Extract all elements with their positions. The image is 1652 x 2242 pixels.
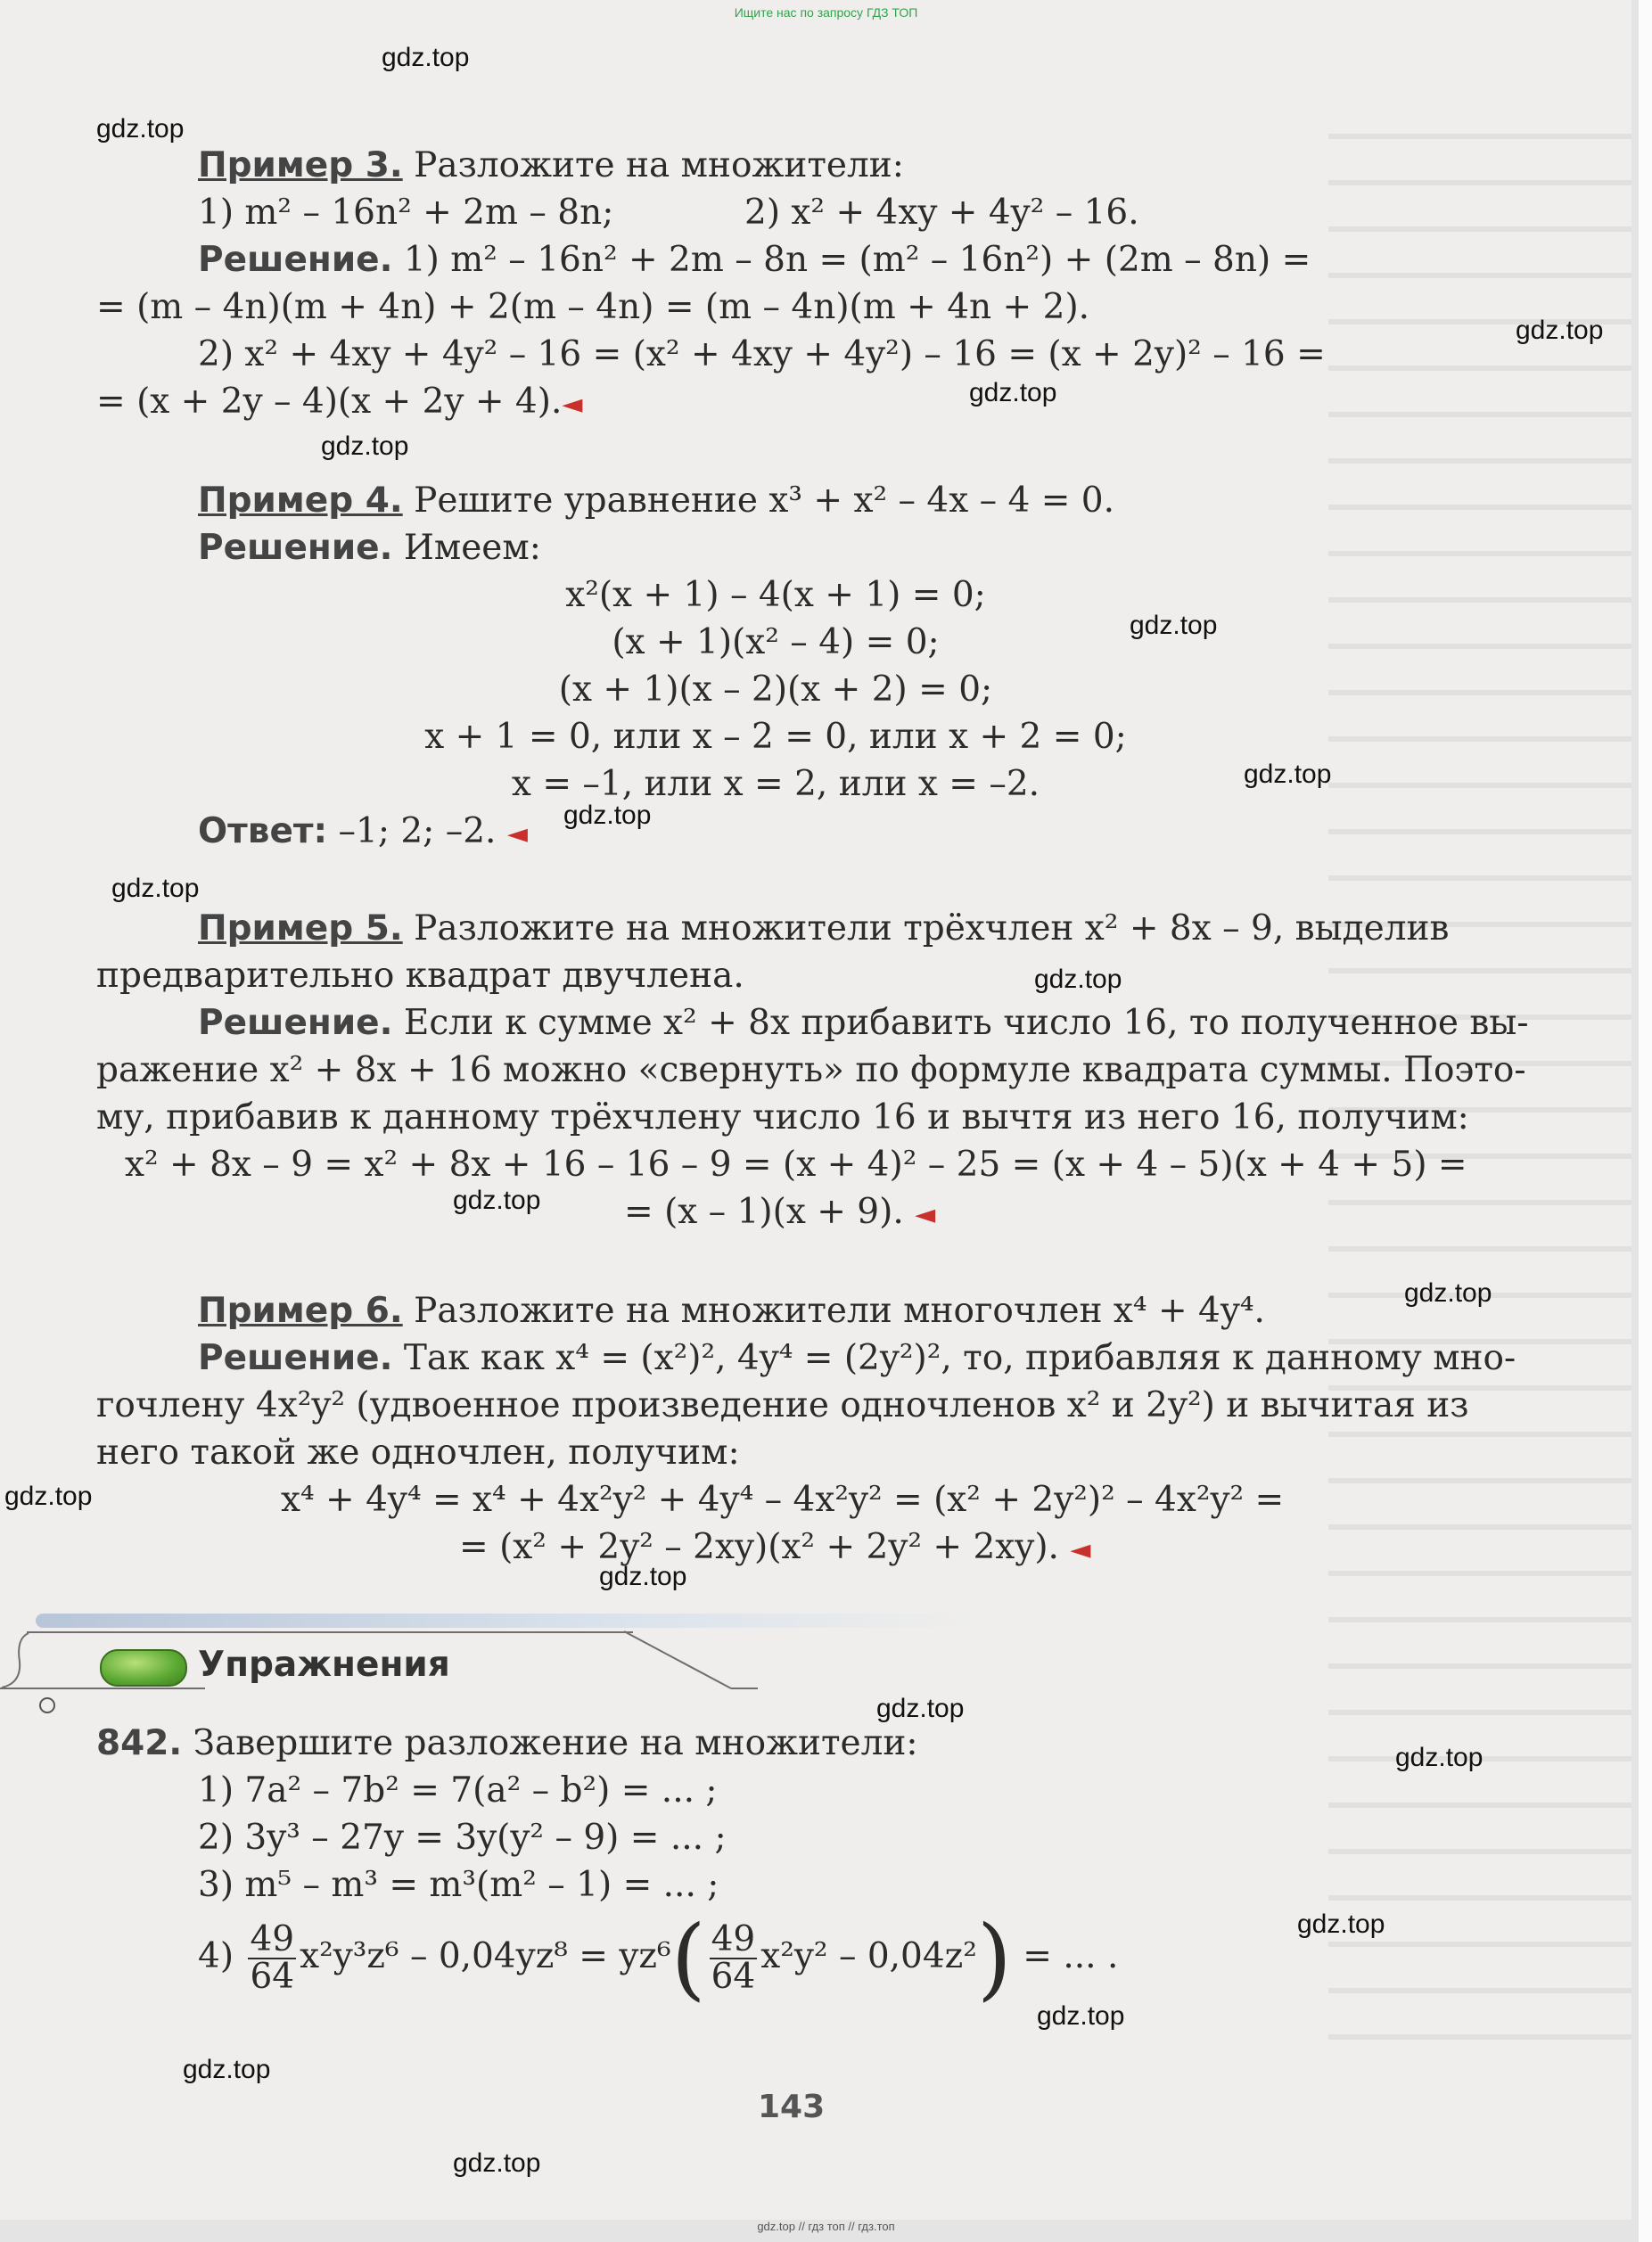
exercise-842-item1: 1) 7a² – 7b² = 7(a² – b²) = ... ; [198,1770,718,1811]
exercises-heading: Упражнения [198,1645,450,1685]
example3-solution-line3: 2) x² + 4xy + 4y² – 16 = (x² + 4xy + 4y²) – 16 = (x + 2y)² – 16 = [198,334,1326,374]
example3-solution-line1: Решение. 1) m² – 16n² + 2m – 8n = (m² – 16n²) + (2m – 8n) = [198,240,1311,280]
watermark: gdz.top [563,801,652,830]
fraction-inner: $\frac{49}{64}$ [711,1919,756,1997]
watermark: gdz.top [1034,965,1122,994]
example4-heading: Пример 4. Решите уравнение x³ + x² – 4x – 4 = 0. [198,480,1114,521]
example4-step4: x + 1 = 0, или x – 2 = 0, или x + 2 = 0; [424,717,1127,757]
watermark: gdz.top [1244,760,1332,789]
example6-equation1: x⁴ + 4y⁴ = x⁴ + 4x²y² + 4y⁴ – 4x²y² = (x² + 2y²)² – 4x²y² = [281,1480,1285,1520]
exercises-band [36,1614,972,1628]
watermark: gdz.top [382,43,470,72]
example5-solution-line2: ражение x² + 8x + 16 можно «свернуть» по формуле квадрата суммы. Поэто- [96,1050,1526,1090]
exercises-icon [100,1649,187,1687]
end-marker-icon: ◄ [915,1199,936,1230]
example4-answer: Ответ: –1; 2; –2. ◄ [198,811,528,851]
example4-step5: x = –1, или x = 2, или x = –2. [511,764,1040,804]
example4-step3: (x + 1)(x – 2)(x + 2) = 0; [558,669,993,710]
watermark: gdz.top [1516,316,1604,345]
end-marker-icon: ◄ [562,389,583,420]
watermark: gdz.top [453,2148,541,2178]
watermark: gdz.top [876,1694,965,1723]
end-marker-icon: ◄ [506,818,528,850]
example5-equation2: = (x – 1)(x + 9). ◄ [624,1192,936,1232]
watermark: gdz.top [453,1186,541,1215]
example4-step1: x²(x + 1) – 4(x + 1) = 0; [565,575,986,615]
watermark: gdz.top [969,378,1057,407]
band-curve [0,1631,36,1689]
fraction: $\frac{49}{64}$ [250,1919,295,1997]
exercise-842-item4: 4) $\frac{49}{64}$ x²y³z⁶ – 0,04yz⁸ = yz⁶( $\frac{49}{64}$ x²y² – 0,04z²) = ... . [198,1906,1119,2010]
watermark: gdz.top [1395,1743,1484,1772]
page-number: 143 [758,2089,826,2125]
example4-step2: (x + 1)(x² – 4) = 0; [612,622,940,662]
example5-equation1: x² + 8x – 9 = x² + 8x + 16 – 16 – 9 = (x + 4)² – 25 = (x + 4 – 5)(x + 4 + 5) = [125,1145,1467,1185]
example3-solution-line4: = (x + 2y – 4)(x + 2y + 4).◄ [96,382,583,422]
watermark: gdz.top [1037,2001,1125,2031]
example5-task-line2: предварительно квадрат двучлена. [96,956,744,996]
watermark: gdz.top [183,2055,271,2084]
example6-equation2: = (x² + 2y² – 2xy)(x² + 2y² + 2xy). ◄ [459,1527,1091,1567]
watermark: gdz.top [96,114,185,144]
circle-bullet-icon [39,1697,55,1713]
watermark: gdz.top [599,1562,687,1591]
example6-solution-line2: гочлену 4x²y² (удвоенное произведение одночленов x² и 2y²) и вычитая из [96,1385,1469,1425]
band-diagonal [624,1630,758,1692]
example5-solution-line3: му, прибавив к данному трёхчлену число 16 и вычтя из него 16, получим: [96,1097,1469,1137]
example6-solution-line3: него такой же одночлен, получим: [96,1433,740,1473]
bottom-banner[interactable]: gdz.top // гдз топ // гдз.топ [757,2220,895,2233]
example4-solution-intro: Решение. Имеем: [198,528,541,568]
end-marker-icon: ◄ [1070,1534,1091,1565]
band-rule-top [27,1631,633,1633]
exercise-842-task: 842. Завершите разложение на множители: [96,1723,918,1763]
top-banner[interactable]: Ищите нас по запросу ГДЗ ТОП [734,5,918,20]
example6-heading: Пример 6. Разложите на множители многочлен x⁴ + 4y⁴. [198,1291,1265,1331]
page-edge [1639,0,1652,2242]
watermark: gdz.top [1297,1909,1385,1939]
exercise-842-item3: 3) m⁵ – m³ = m³(m² – 1) = ... ; [198,1865,719,1905]
watermark: gdz.top [321,431,409,461]
example5-solution-line1: Решение. Если к сумме x² + 8x прибавить число 16, то полученное вы- [198,1003,1529,1043]
watermark: gdz.top [1404,1278,1492,1308]
watermark: gdz.top [4,1482,93,1511]
right-paren: ) [976,1906,1012,2010]
watermark: gdz.top [111,874,200,903]
example3-solution-line2: = (m – 4n)(m + 4n) + 2(m – 4n) = (m – 4n)(m + 4n + 2). [96,287,1090,327]
example3-heading: Пример 3. Разложите на множители: [198,145,904,185]
watermark: gdz.top [1130,611,1218,640]
example6-solution-line1: Решение. Так как x⁴ = (x²)², 4y⁴ = (2y²)², то, прибавляя к данному мно- [198,1338,1516,1378]
example3-item2: 2) x² + 4xy + 4y² – 16. [744,193,1139,233]
left-paren: ( [670,1906,706,2010]
example3-item1: 1) m² – 16n² + 2m – 8n; [198,193,614,233]
example5-heading: Пример 5. Разложите на множители трёхчлен x² + 8x – 9, выделив [198,908,1450,949]
exercise-842-item2: 2) 3y³ – 27y = 3y(y² – 9) = ... ; [198,1818,727,1858]
